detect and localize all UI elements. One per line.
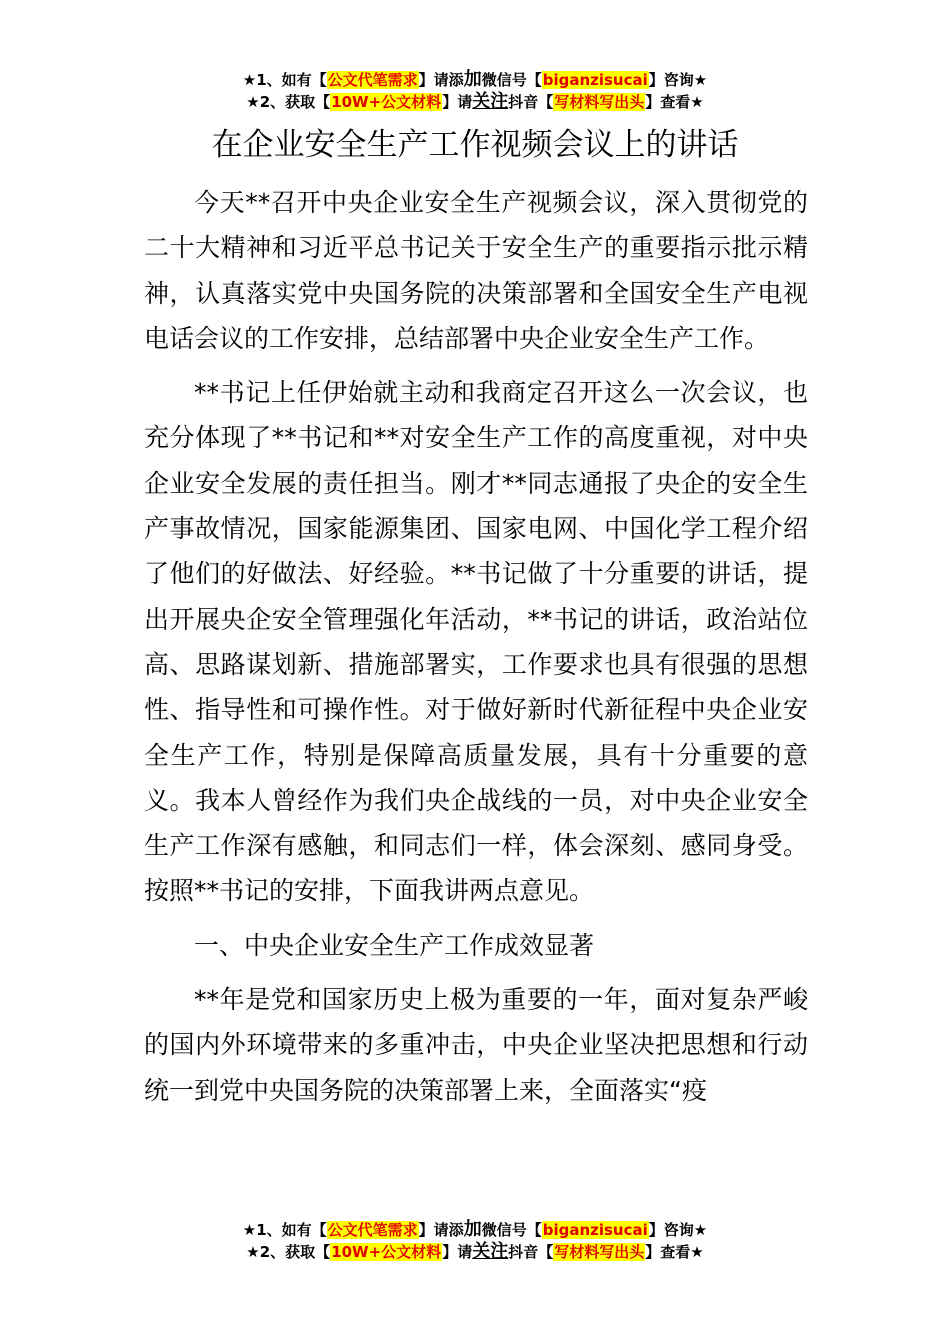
banner-line-2: ★2、获取【10W+公文材料】请关注抖音【写材料写出头】查看★	[246, 1241, 704, 1262]
highlight-wechat-id: biganzisucai	[542, 71, 648, 89]
highlight-service: 公文代笔需求	[327, 71, 418, 89]
document-body	[144, 180, 808, 1122]
highlight-wechat-id: biganzisucai	[542, 1221, 648, 1239]
banner-line-2: ★2、获取【10W+公文材料】请关注抖音【写材料写出头】查看★	[246, 91, 704, 112]
banner-line-1: ★1、如有【公文代笔需求】请添加微信号【biganzisucai】咨询★	[242, 1219, 708, 1240]
header-banner	[0, 69, 950, 113]
document-title: 在企业安全生产工作视频会议上的讲话	[211, 127, 739, 163]
highlight-materials: 10W+公文材料	[331, 93, 442, 111]
paragraph: **年是党和国家历史上极为重要的一年，面对复杂严峻的国内外环境带来的多重冲击，中央企业坚决把思想和行动统一到党中央国务院的决策部署上来，全面落实“疫	[144, 985, 808, 1105]
highlight-service: 公文代笔需求	[327, 1221, 418, 1239]
footer-banner	[0, 1219, 950, 1263]
highlight-douyin: 写材料写出头	[554, 93, 645, 111]
highlight-douyin: 写材料写出头	[554, 1243, 645, 1261]
paragraph: **书记上任伊始就主动和我商定召开这么一次会议，也充分体现了**书记和**对安全生产工作的高度重视，对中央企业安全发展的责任担当。刚才**同志通报了央企的安全生产事故情况，国家能源集团、国家电网、中国化学工程介绍了他们的好做法、好经验。**书记做了十分重要的讲话，提出开展央企安全管理强化年活动，**书记的讲话，政治站位高、思路谋划新、措施部署实，工作要求也具有很强的思想性、指导性和可操作性。对于做好新时代新征程中央企业安全生产工作，特别是保障高质量发展，具有十分重要的意义。我本人曾经作为我们央企战线的一员，对中央企业安全生产工作深有感触，和同志们一样，体会深刻、感同身受。按照**书记的安排，下面我讲两点意见。	[144, 378, 808, 906]
banner-line-1: ★1、如有【公文代笔需求】请添加微信号【biganzisucai】咨询★	[242, 69, 708, 90]
section-heading: 一、中央企业安全生产工作成效显著	[194, 930, 595, 960]
highlight-materials: 10W+公文材料	[331, 1243, 442, 1261]
paragraph: 今天**召开中央企业安全生产视频会议，深入贯彻党的二十大精神和习近平总书记关于安全生产的重要指示批示精神，认真落实党中央国务院的决策部署和全国安全生产电视电话会议的工作安排，总结部署中央企业安全生产工作。	[144, 188, 808, 353]
